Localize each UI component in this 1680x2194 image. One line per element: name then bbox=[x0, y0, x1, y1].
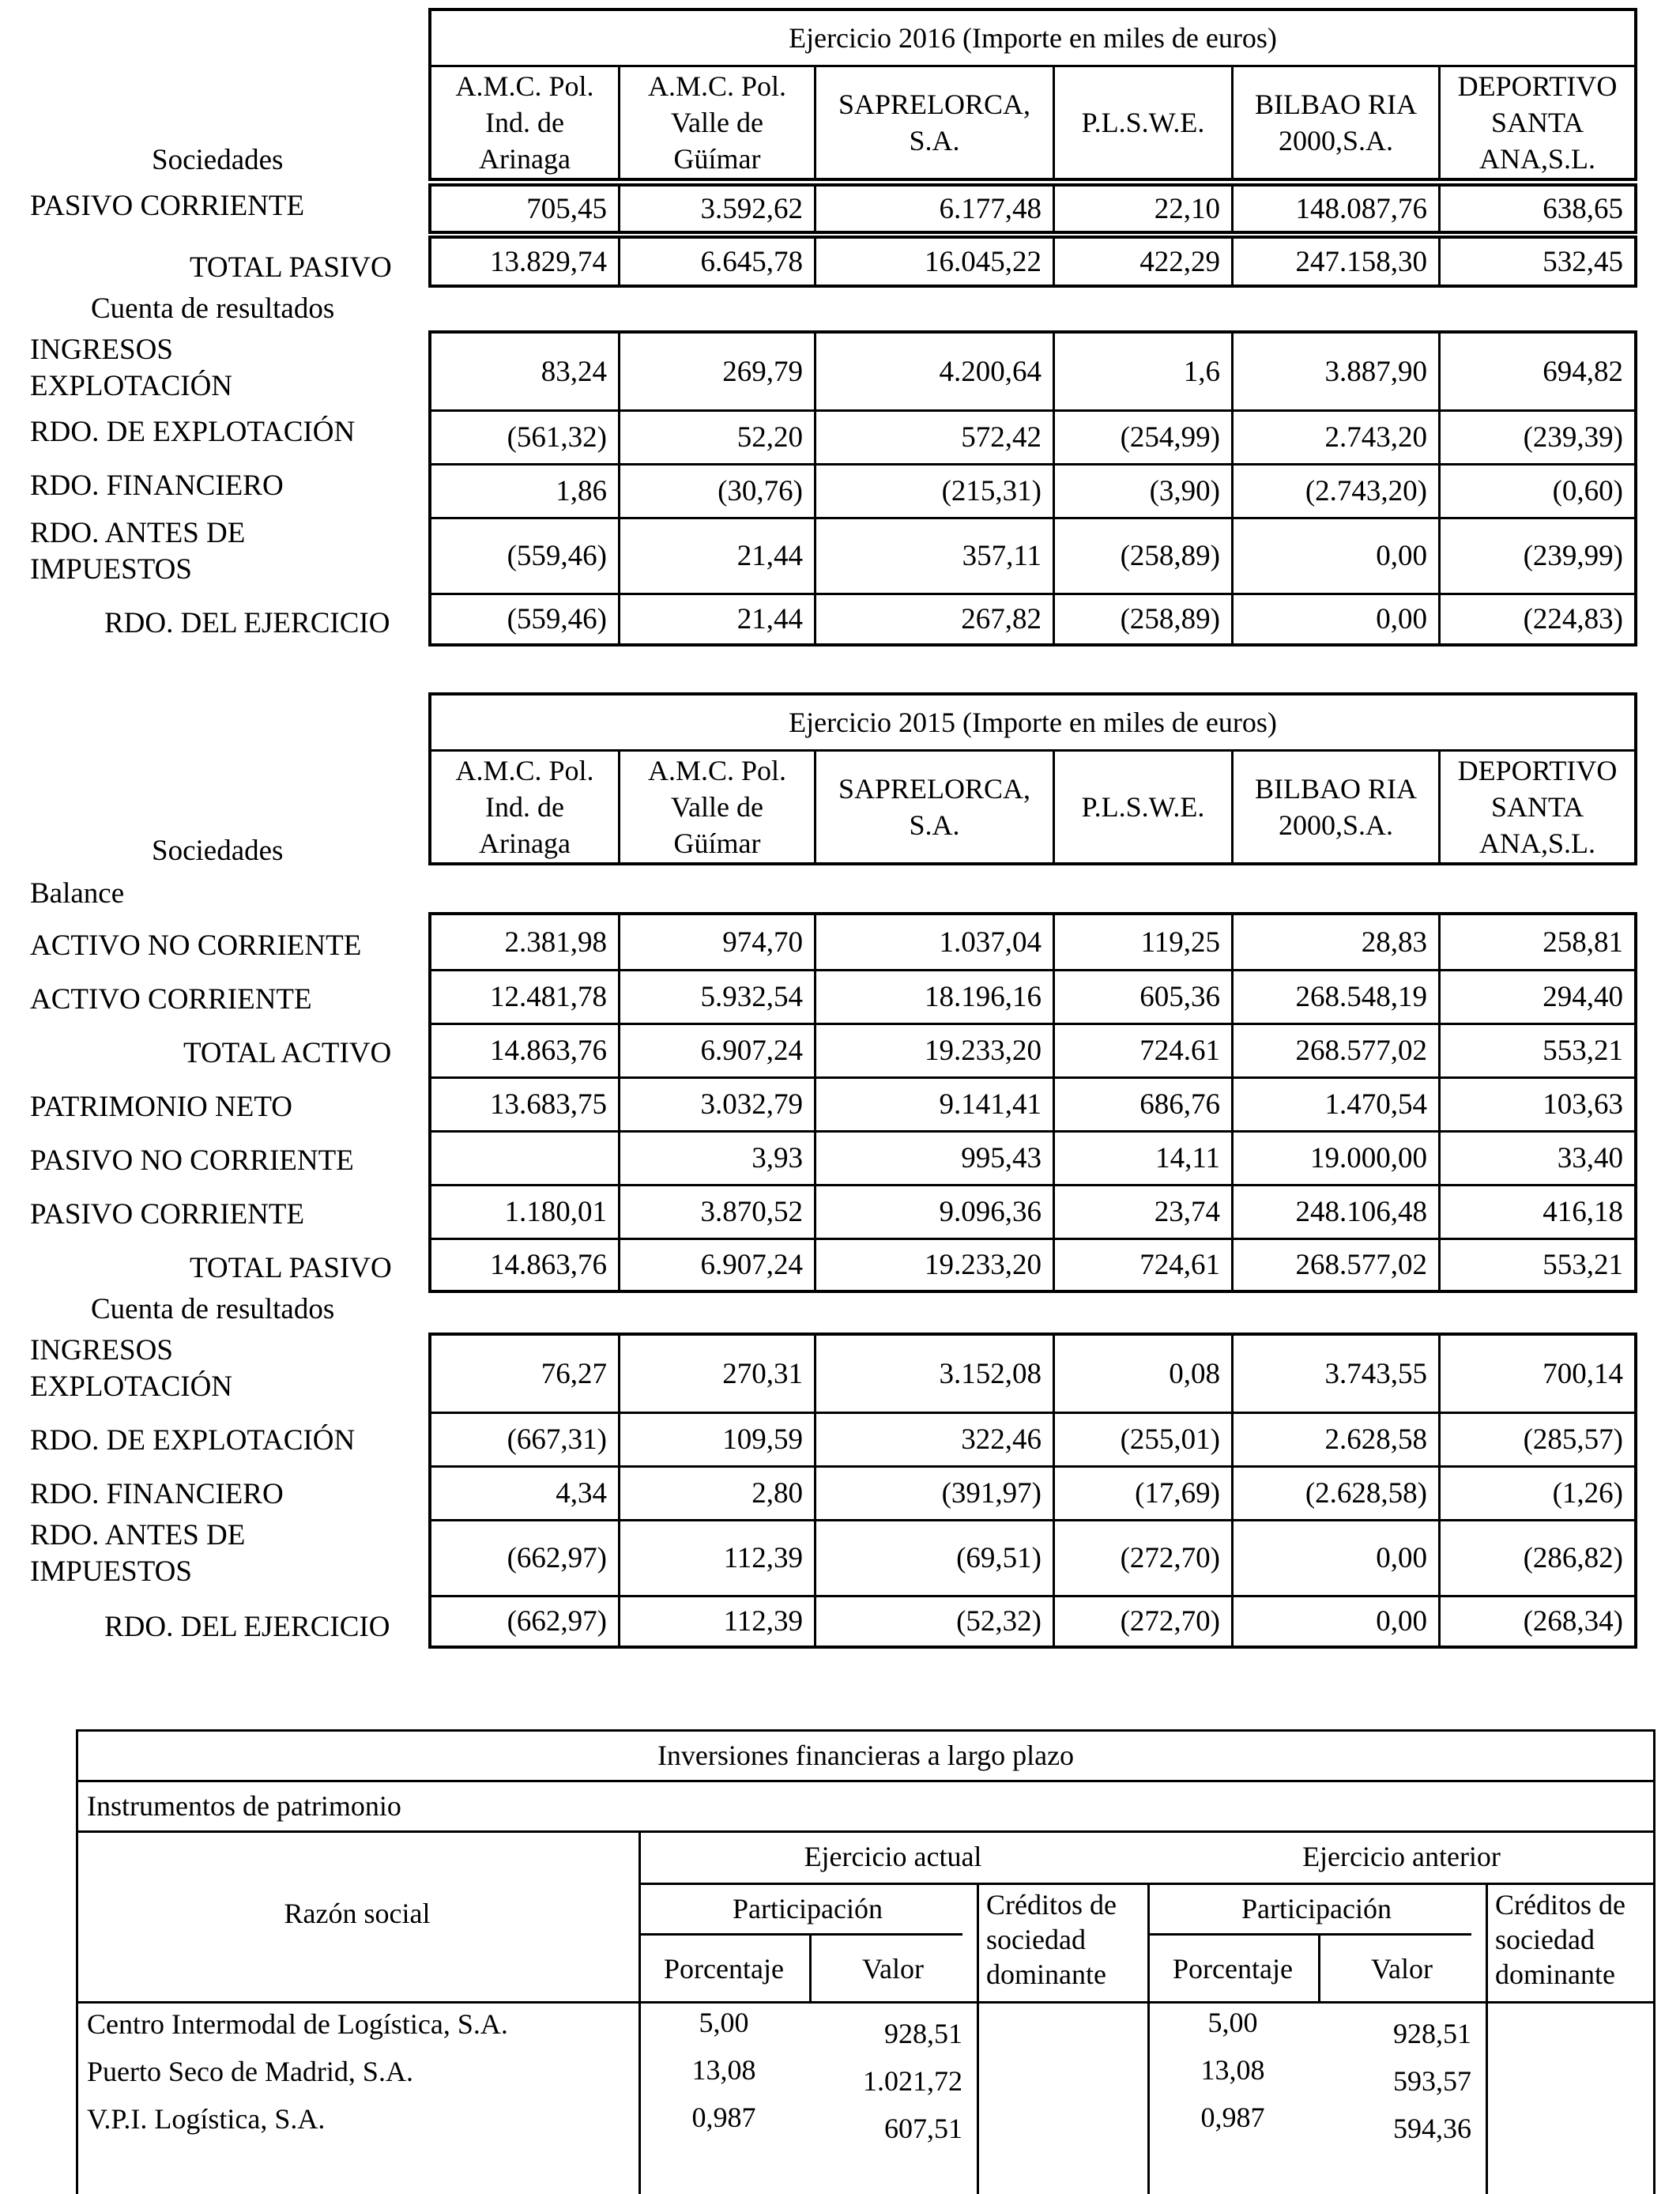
sociedades-label: Sociedades bbox=[152, 835, 284, 867]
valor-actual: 1.021,72 bbox=[863, 2065, 962, 2097]
cell: 322,46 bbox=[814, 1414, 1053, 1465]
cell: 21,44 bbox=[618, 519, 814, 593]
cell: (0,60) bbox=[1438, 466, 1634, 517]
cell: 13.683,75 bbox=[490, 1088, 607, 1121]
cell: 1.470,54 bbox=[1231, 1079, 1438, 1130]
cell: 294,40 bbox=[1438, 971, 1634, 1023]
cell: (52,32) bbox=[814, 1597, 1053, 1646]
cell: (391,97) bbox=[814, 1468, 1053, 1519]
resultados-2016-group bbox=[428, 330, 1637, 647]
cell: 3.152,08 bbox=[814, 1336, 1053, 1412]
table-row bbox=[431, 463, 1634, 517]
cell: 1,86 bbox=[556, 475, 607, 507]
column-header: BILBAO RIA 2000,S.A. bbox=[1231, 752, 1438, 862]
cell: 4,34 bbox=[556, 1477, 607, 1510]
table-border bbox=[76, 1729, 78, 2194]
cell: 638,65 bbox=[1438, 187, 1634, 231]
row-label: TOTAL PASIVO bbox=[190, 251, 392, 284]
cell: 6.645,78 bbox=[618, 239, 814, 285]
table-rule bbox=[1486, 1883, 1488, 2194]
cell: (559,46) bbox=[507, 603, 607, 635]
table-row bbox=[431, 1336, 1634, 1412]
cell: 686,76 bbox=[1053, 1079, 1231, 1130]
row-label: RDO. FINANCIERO bbox=[30, 469, 284, 502]
table-row bbox=[431, 409, 1634, 463]
table-row bbox=[431, 1023, 1634, 1076]
table-rule bbox=[76, 1780, 1656, 1782]
cell: 2.628,58 bbox=[1231, 1414, 1438, 1465]
table-row bbox=[431, 1130, 1634, 1184]
ejercicio-actual-header: Ejercicio actual bbox=[804, 1841, 982, 1872]
cell: 0,00 bbox=[1231, 595, 1438, 643]
table-row bbox=[431, 239, 1634, 285]
valor-anterior: 593,57 bbox=[1393, 2065, 1471, 2097]
cell: 724,61 bbox=[1053, 1240, 1231, 1290]
company-name: Centro Intermodal de Logística, S.A. bbox=[87, 2008, 508, 2040]
cell: 52,20 bbox=[618, 412, 814, 463]
creditos-actual-header: Créditos de sociedad dominante bbox=[986, 1889, 1117, 1990]
table-border bbox=[76, 1729, 1656, 1732]
row-label: INGRESOS EXPLOTACIÓN bbox=[30, 1334, 233, 1403]
balance-2016-group bbox=[428, 183, 1637, 234]
inversiones-title: Inversiones financieras a largo plazo bbox=[657, 1740, 1075, 1771]
row-label: PASIVO CORRIENTE bbox=[30, 190, 305, 222]
cell: (224,83) bbox=[1438, 595, 1634, 643]
table-rule bbox=[638, 1933, 962, 1936]
sociedades-label: Sociedades bbox=[152, 144, 284, 176]
cell: 13.829,74 bbox=[490, 245, 607, 278]
cell: 0,00 bbox=[1231, 1597, 1438, 1646]
porcentaje-actual: 5,00 bbox=[699, 2007, 749, 2038]
ejercicio-anterior-header: Ejercicio anterior bbox=[1302, 1841, 1501, 1872]
valor-actual: 928,51 bbox=[884, 2018, 962, 2049]
porcentaje-anterior: 0,987 bbox=[1200, 2102, 1265, 2133]
cell: 21,44 bbox=[618, 595, 814, 643]
cell: (662,97) bbox=[507, 1605, 607, 1638]
cell: 12.481,78 bbox=[490, 981, 607, 1013]
cell: 3.592,62 bbox=[618, 187, 814, 231]
cell: 76,27 bbox=[541, 1357, 607, 1390]
valor-anterior: 928,51 bbox=[1393, 2018, 1471, 2049]
cell: (285,57) bbox=[1438, 1414, 1634, 1465]
row-label: RDO. FINANCIERO bbox=[30, 1478, 284, 1510]
cell: (215,31) bbox=[814, 466, 1053, 517]
cell: (662,97) bbox=[507, 1542, 607, 1574]
cell: 1.037,04 bbox=[814, 915, 1053, 969]
cell: 0,00 bbox=[1231, 519, 1438, 593]
cell: 14.863,76 bbox=[490, 1035, 607, 1067]
table-row bbox=[431, 1076, 1634, 1130]
column-header: A.M.C. Pol. Ind. de Arinaga bbox=[455, 70, 594, 175]
row-label: PASIVO CORRIENTE bbox=[30, 1198, 305, 1231]
cell: 14.863,76 bbox=[490, 1249, 607, 1281]
row-label: INGRESOS EXPLOTACIÓN bbox=[30, 334, 233, 402]
cell: 268.577,02 bbox=[1231, 1240, 1438, 1290]
row-label: ACTIVO NO CORRIENTE bbox=[30, 929, 362, 962]
cell: 19.000,00 bbox=[1231, 1133, 1438, 1184]
cell: 14,11 bbox=[1053, 1133, 1231, 1184]
cell: 572,42 bbox=[814, 412, 1053, 463]
cell: (3,90) bbox=[1053, 466, 1231, 517]
cell: (667,31) bbox=[507, 1423, 607, 1456]
cell bbox=[431, 1133, 618, 1184]
table-row bbox=[431, 593, 1634, 643]
cell: (69,51) bbox=[814, 1521, 1053, 1595]
porcentaje-actual-header: Porcentaje bbox=[664, 1953, 784, 1985]
cell: 724.61 bbox=[1053, 1025, 1231, 1076]
balance-2015-group bbox=[428, 912, 1637, 1293]
cell: 700,14 bbox=[1438, 1336, 1634, 1412]
table-rule bbox=[1147, 1933, 1471, 1936]
row-label: RDO. DE EXPLOTACIÓN bbox=[30, 1424, 356, 1457]
cell: 83,24 bbox=[541, 355, 607, 388]
cell: 1.180,01 bbox=[504, 1196, 607, 1228]
cell: (559,46) bbox=[507, 540, 607, 572]
ejercicio-2016-title: Ejercicio 2016 (Importe en miles de euros) bbox=[431, 11, 1634, 67]
row-label: RDO. DEL EJERCICIO bbox=[104, 607, 390, 639]
cell: 0,00 bbox=[1231, 1521, 1438, 1595]
cell: 119,25 bbox=[1053, 915, 1231, 969]
column-header: SAPRELORCA, S.A. bbox=[814, 752, 1053, 862]
participacion-anterior-header: Participación bbox=[1241, 1893, 1392, 1924]
cell: 694,82 bbox=[1438, 334, 1634, 409]
cell: 19.233,20 bbox=[814, 1240, 1053, 1290]
cell: 6.907,24 bbox=[618, 1025, 814, 1076]
cell: 422,29 bbox=[1053, 239, 1231, 285]
participacion-actual-header: Participación bbox=[733, 1893, 883, 1924]
company-name: V.P.I. Logística, S.A. bbox=[87, 2103, 326, 2135]
cell: 553,21 bbox=[1438, 1240, 1634, 1290]
cell: (2.743,20) bbox=[1231, 466, 1438, 517]
instrumentos-label: Instrumentos de patrimonio bbox=[87, 1790, 401, 1822]
cell: (255,01) bbox=[1053, 1414, 1231, 1465]
cell: 705,45 bbox=[526, 192, 607, 225]
cell: 9.141,41 bbox=[814, 1079, 1053, 1130]
cell: (268,34) bbox=[1438, 1597, 1634, 1646]
total-pasivo-2016-group bbox=[428, 236, 1637, 288]
resultados-2015-group bbox=[428, 1333, 1637, 1649]
row-label: RDO. DEL EJERCICIO bbox=[104, 1611, 390, 1643]
cell: 532,45 bbox=[1438, 239, 1634, 285]
column-header: A.M.C. Pol. Ind. de Arinaga bbox=[455, 755, 594, 859]
cell: 22,10 bbox=[1053, 187, 1231, 231]
cell: 605,36 bbox=[1053, 971, 1231, 1023]
column-header: P.L.S.W.E. bbox=[1053, 752, 1231, 862]
cell: (1,26) bbox=[1438, 1468, 1634, 1519]
cell: 112,39 bbox=[618, 1597, 814, 1646]
valor-anterior: 594,36 bbox=[1393, 2113, 1471, 2144]
cell: 269,79 bbox=[618, 334, 814, 409]
ejercicio-2015-header bbox=[428, 692, 1637, 865]
ejercicio-2015-title: Ejercicio 2015 (Importe en miles de euros) bbox=[431, 696, 1634, 752]
table-row bbox=[431, 1519, 1634, 1595]
row-label: RDO. ANTES DE IMPUESTOS bbox=[30, 517, 246, 586]
cell: 4.200,64 bbox=[814, 334, 1053, 409]
row-label: RDO. ANTES DE IMPUESTOS bbox=[30, 1519, 246, 1588]
column-header: BILBAO RIA 2000,S.A. bbox=[1231, 67, 1438, 178]
table-row bbox=[431, 969, 1634, 1023]
table-row bbox=[431, 1595, 1634, 1646]
cell: (272,70) bbox=[1053, 1597, 1231, 1646]
table-border bbox=[1653, 1729, 1656, 2194]
row-label: TOTAL PASIVO bbox=[190, 1252, 392, 1284]
cell: 9.096,36 bbox=[814, 1186, 1053, 1238]
cell: 6.177,48 bbox=[814, 187, 1053, 231]
cell: (2.628,58) bbox=[1231, 1468, 1438, 1519]
column-header: DEPORTIVO SANTA ANA,S.L. bbox=[1438, 752, 1634, 862]
row-label: PASIVO NO CORRIENTE bbox=[30, 1144, 354, 1177]
cell: (258,89) bbox=[1053, 595, 1231, 643]
cell: 258,81 bbox=[1438, 915, 1634, 969]
table-row bbox=[431, 915, 1634, 969]
cell: 3.743,55 bbox=[1231, 1336, 1438, 1412]
table-rule bbox=[76, 2001, 1656, 2004]
porcentaje-anterior: 13,08 bbox=[1200, 2054, 1265, 2086]
cell: 28,83 bbox=[1231, 915, 1438, 969]
cell: 33,40 bbox=[1438, 1133, 1634, 1184]
razon-social-header: Razón social bbox=[284, 1898, 431, 1929]
table-row bbox=[431, 517, 1634, 593]
table-rule bbox=[76, 1830, 1656, 1833]
cell: 16.045,22 bbox=[814, 239, 1053, 285]
porcentaje-actual: 0,987 bbox=[691, 2102, 756, 2133]
ejercicio-2016-header bbox=[428, 8, 1637, 181]
cell: 3.870,52 bbox=[618, 1186, 814, 1238]
cell: (239,39) bbox=[1438, 412, 1634, 463]
valor-actual: 607,51 bbox=[884, 2113, 962, 2144]
cell: 270,31 bbox=[618, 1336, 814, 1412]
table-row bbox=[431, 1238, 1634, 1290]
cuenta-resultados-label: Cuenta de resultados bbox=[91, 292, 335, 325]
cell: 3.032,79 bbox=[618, 1079, 814, 1130]
column-header: A.M.C. Pol. Valle de Güímar bbox=[618, 67, 814, 178]
cell: 357,11 bbox=[814, 519, 1053, 593]
valor-anterior-header: Valor bbox=[1371, 1953, 1433, 1985]
cell: 19.233,20 bbox=[814, 1025, 1053, 1076]
cell: 2,80 bbox=[618, 1468, 814, 1519]
company-name: Puerto Seco de Madrid, S.A. bbox=[87, 2056, 413, 2087]
cell: 267,82 bbox=[814, 595, 1053, 643]
row-label: ACTIVO CORRIENTE bbox=[30, 983, 312, 1016]
cell: 974,70 bbox=[618, 915, 814, 969]
creditos-anterior-header: Créditos de sociedad dominante bbox=[1495, 1889, 1625, 1990]
row-label: PATRIMONIO NETO bbox=[30, 1091, 293, 1123]
cell: 2.381,98 bbox=[504, 925, 607, 959]
table-row bbox=[431, 187, 1634, 231]
balance-label: Balance bbox=[30, 877, 125, 910]
cell: 103,63 bbox=[1438, 1079, 1634, 1130]
porcentaje-actual: 13,08 bbox=[691, 2054, 756, 2086]
table-rule bbox=[977, 1883, 979, 2194]
column-header: DEPORTIVO SANTA ANA,S.L. bbox=[1438, 67, 1634, 178]
cell: (561,32) bbox=[507, 421, 607, 454]
cell: 112,39 bbox=[618, 1521, 814, 1595]
cell: 6.907,24 bbox=[618, 1240, 814, 1290]
porcentaje-anterior-header: Porcentaje bbox=[1173, 1953, 1293, 1985]
cell: (254,99) bbox=[1053, 412, 1231, 463]
porcentaje-anterior: 5,00 bbox=[1207, 2007, 1258, 2038]
column-header: P.L.S.W.E. bbox=[1053, 67, 1231, 178]
row-label: RDO. DE EXPLOTACIÓN bbox=[30, 416, 356, 448]
cell: (286,82) bbox=[1438, 1521, 1634, 1595]
cell: 3.887,90 bbox=[1231, 334, 1438, 409]
cell: 18.196,16 bbox=[814, 971, 1053, 1023]
inversiones-table bbox=[76, 1729, 1656, 2194]
cell: 995,43 bbox=[814, 1133, 1053, 1184]
table-row bbox=[431, 334, 1634, 409]
column-header: SAPRELORCA, S.A. bbox=[814, 67, 1053, 178]
cell: (258,89) bbox=[1053, 519, 1231, 593]
cell: (272,70) bbox=[1053, 1521, 1231, 1595]
table-row bbox=[431, 1412, 1634, 1465]
cell: 148.087,76 bbox=[1231, 187, 1438, 231]
table-row bbox=[431, 1465, 1634, 1519]
cell: 2.743,20 bbox=[1231, 412, 1438, 463]
cell: 1,6 bbox=[1053, 334, 1231, 409]
cell: 3,93 bbox=[618, 1133, 814, 1184]
valor-actual-header: Valor bbox=[862, 1953, 924, 1985]
cell: 553,21 bbox=[1438, 1025, 1634, 1076]
cell: 247.158,30 bbox=[1231, 239, 1438, 285]
cell: (239,99) bbox=[1438, 519, 1634, 593]
cell: 5.932,54 bbox=[618, 971, 814, 1023]
cell: 416,18 bbox=[1438, 1186, 1634, 1238]
cuenta-resultados-label: Cuenta de resultados bbox=[91, 1293, 335, 1325]
cell: 268.577,02 bbox=[1231, 1025, 1438, 1076]
cell: (17,69) bbox=[1053, 1468, 1231, 1519]
column-header: A.M.C. Pol. Valle de Güímar bbox=[618, 752, 814, 862]
cell: 0,08 bbox=[1053, 1336, 1231, 1412]
cell: 268.548,19 bbox=[1231, 971, 1438, 1023]
row-label: TOTAL ACTIVO bbox=[183, 1037, 392, 1069]
cell: 23,74 bbox=[1053, 1186, 1231, 1238]
cell: (30,76) bbox=[618, 466, 814, 517]
cell: 248.106,48 bbox=[1231, 1186, 1438, 1238]
table-row bbox=[431, 1184, 1634, 1238]
cell: 109,59 bbox=[618, 1414, 814, 1465]
